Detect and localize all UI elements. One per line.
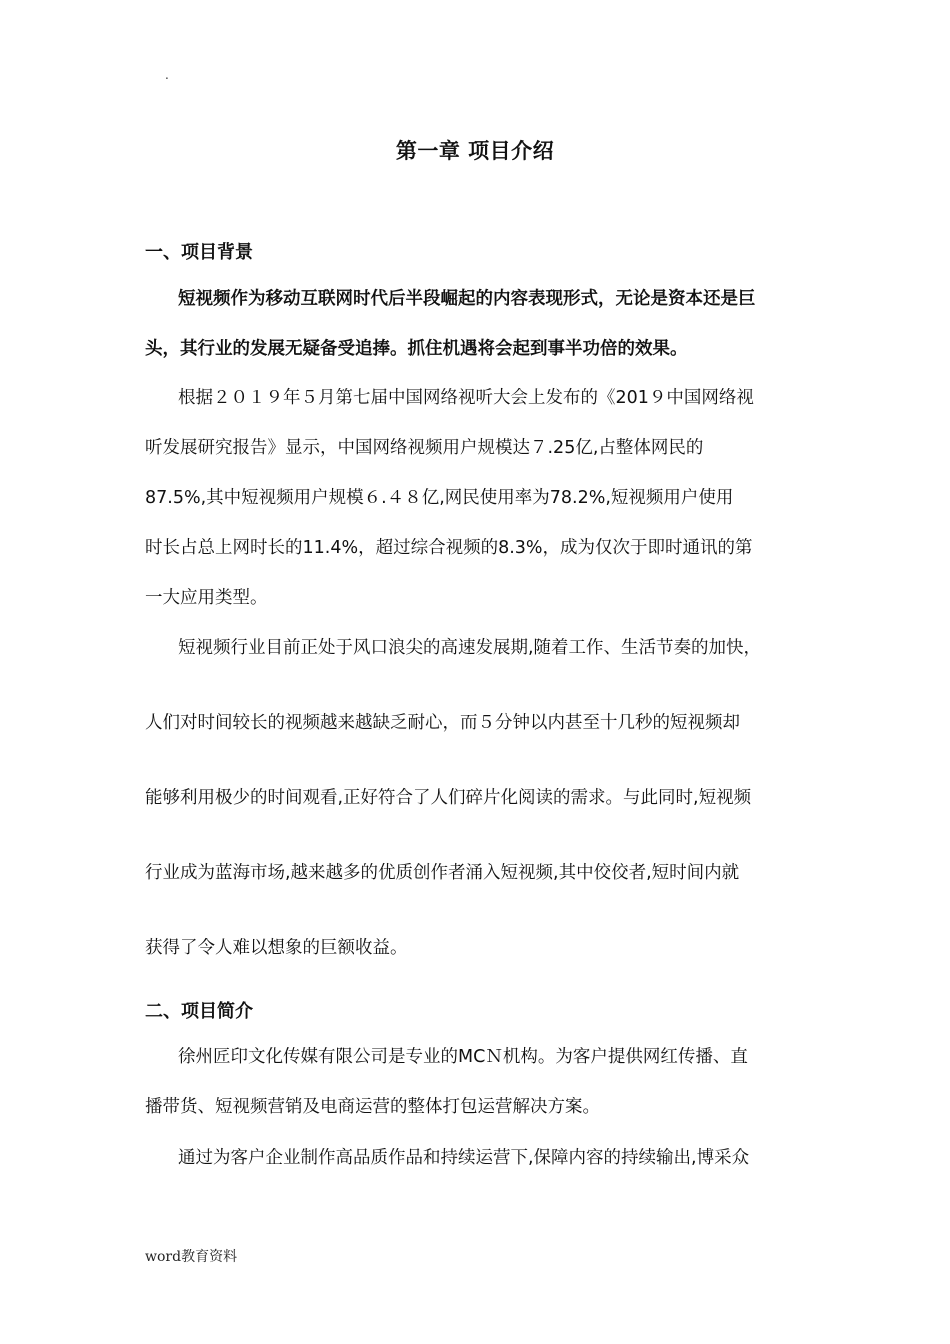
text-line: 根据２０１９年５月第七届中国网络视听大会上发布的《201９中国网络视 — [178, 388, 754, 408]
text-line: 87.5%,其中短视频用户规模６.４８亿,网民使用率为78.2%,短视频用户使用 — [145, 488, 734, 508]
section-heading-background: 一、项目背景 — [145, 242, 253, 263]
footer-text: word教育资料 — [145, 1249, 238, 1265]
text-line: 头，其行业的发展无疑备受追捧。抓住机遇将会起到事半功倍的效果。 — [145, 339, 688, 359]
text-line: 能够利用极少的时间观看,正好符合了人们碎片化阅读的需求。与此同时,短视频 — [145, 788, 752, 808]
text-line: 时长占总上网时长的11.4%，超过综合视频的8.3%，成为仅次于即时通讯的第 — [145, 538, 753, 558]
text-line: 一大应用类型。 — [145, 588, 268, 608]
text-line: 短视频作为移动互联网时代后半段崛起的内容表现形式，无论是资本还是巨 — [178, 289, 756, 309]
text-line: 听发展研究报告》显示，中国网络视频用户规模达７.25亿,占整体网民的 — [145, 438, 704, 458]
chapter-title: 第一章 项目介绍 — [395, 139, 555, 163]
paragraph-company-intro — [145, 1045, 810, 1120]
text-line: 通过为客户企业制作高品质作品和持续运营下,保障内容的持续输出,博采众 — [178, 1148, 750, 1168]
paragraph-industry-trend — [145, 636, 810, 961]
paragraph-service — [145, 1146, 810, 1171]
header-mark: . — [165, 68, 169, 82]
paragraph-report-data — [145, 386, 810, 611]
text-line: 行业成为蓝海市场,越来越多的优质创作者涌入短视频,其中佼佼者,短时间内就 — [145, 863, 740, 883]
text-line: 人们对时间较长的视频越来越缺乏耐心，而５分钟以内甚至十几秒的短视频却 — [145, 713, 740, 733]
text-line: 播带货、短视频营销及电商运营的整体打包运营解决方案。 — [145, 1097, 600, 1117]
text-line: 徐州匠印文化传媒有限公司是专业的MCＮ机构。为客户提供网红传播、直 — [178, 1047, 748, 1067]
paragraph-background-intro — [145, 287, 810, 362]
text-line: 获得了令人难以想象的巨额收益。 — [145, 938, 408, 958]
section-heading-overview: 二、项目简介 — [145, 1001, 253, 1022]
text-line: 短视频行业目前正处于风口浪尖的高速发展期,随着工作、生活节奏的加快， — [178, 638, 762, 658]
